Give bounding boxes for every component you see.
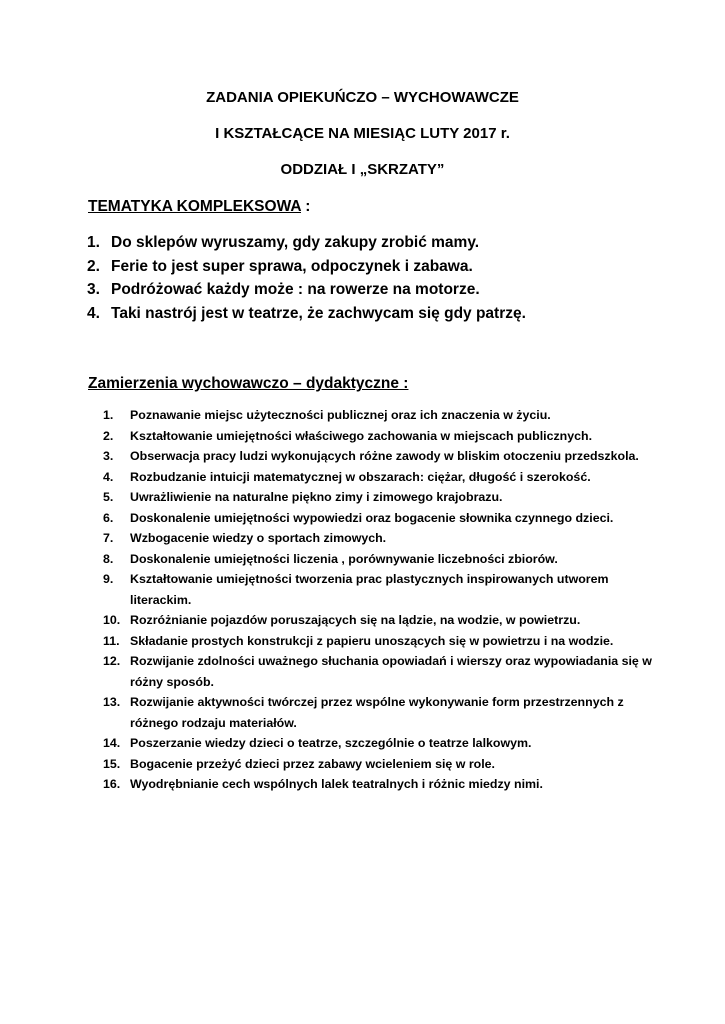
zamierzenia-item-text: Składanie prostych konstrukcji z papieru unoszących się w powietrzu i na wodzie. xyxy=(130,633,614,648)
tematyka-item xyxy=(87,255,687,279)
zamierzenia-item xyxy=(103,446,663,467)
tematyka-heading-text: TEMATYKA KOMPLEKSOWA xyxy=(88,198,301,215)
zamierzenia-item-text: Doskonalenie umiejętności liczenia , porównywanie liczebności zbiorów. xyxy=(130,551,558,566)
tematyka-item-number: 4. xyxy=(87,304,100,322)
zamierzenia-item xyxy=(103,631,663,652)
zamierzenia-item-number: 4. xyxy=(103,469,114,484)
tematyka-item-number: 3. xyxy=(87,281,100,298)
zamierzenia-item xyxy=(103,405,663,426)
zamierzenia-item-text: Rozwijanie zdolności uważnego słuchania opowiadań i wierszy oraz wypowiadania się w różny sposób. xyxy=(130,654,652,689)
zamierzenia-item xyxy=(103,610,663,631)
zamierzenia-heading-text: Zamierzenia wychowawczo – dydaktyczne : xyxy=(88,375,409,392)
zamierzenia-heading xyxy=(88,374,408,394)
tematyka-heading xyxy=(88,197,310,217)
zamierzenia-item xyxy=(103,569,663,610)
zamierzenia-item-number: 13. xyxy=(103,695,121,709)
zamierzenia-item xyxy=(103,426,663,447)
zamierzenia-item-number: 14. xyxy=(103,736,121,750)
zamierzenia-item-text: Poszerzanie wiedzy dzieci o teatrze, szczególnie o teatrze lalkowym. xyxy=(130,736,532,750)
zamierzenia-item-number: 10. xyxy=(103,613,121,627)
tematyka-item xyxy=(87,278,687,302)
zamierzenia-item xyxy=(103,651,663,692)
zamierzenia-item xyxy=(103,549,663,570)
document-title-line-2: I KSZTAŁCĄCE NA MIESIĄC LUTY 2017 r. xyxy=(215,125,510,142)
zamierzenia-item-text: Rozwijanie aktywności twórczej przez wspólne wykonywanie form przestrzennych z różnego rodzaju materiałów. xyxy=(130,695,624,730)
zamierzenia-item-text: Rozbudzanie intuicji matematycznej w obszarach: ciężar, długość i szerokość. xyxy=(130,469,591,484)
zamierzenia-item-number: 3. xyxy=(103,449,114,463)
zamierzenia-item-number: 16. xyxy=(103,777,121,791)
zamierzenia-item-number: 12. xyxy=(103,654,121,668)
tematyka-item xyxy=(87,302,687,326)
tematyka-item-text: Do sklepów wyruszamy, gdy zakupy zrobić mamy. xyxy=(111,234,480,251)
zamierzenia-list xyxy=(103,405,663,795)
zamierzenia-item-text: Uwrażliwienie na naturalne piękno zimy i zimowego krajobrazu. xyxy=(130,490,503,504)
tematyka-item-text: Taki nastrój jest w teatrze, że zachwycam się gdy patrzę. xyxy=(111,304,526,322)
zamierzenia-item-text: Wyodrębnianie cech wspólnych lalek teatralnych i różnic miedzy nimi. xyxy=(130,777,543,791)
tematyka-list xyxy=(87,231,687,325)
zamierzenia-item xyxy=(103,733,663,754)
zamierzenia-item-number: 6. xyxy=(103,510,114,525)
zamierzenia-item-text: Poznawanie miejsc użyteczności publicznej oraz ich znaczenia w życiu. xyxy=(130,408,551,422)
zamierzenia-item-number: 7. xyxy=(103,531,114,545)
document-title-line-3: ODDZIAŁ I „SKRZATY” xyxy=(280,161,445,178)
document-title-line-1: ZADANIA OPIEKUŃCZO – WYCHOWAWCZE xyxy=(206,89,519,106)
tematyka-item xyxy=(87,231,687,255)
zamierzenia-item-text: Wzbogacenie wiedzy o sportach zimowych. xyxy=(130,531,387,545)
zamierzenia-item-number: 11. xyxy=(103,633,120,648)
zamierzenia-item-text: Doskonalenie umiejętności wypowiedzi oraz bogacenie słownika czynnego dzieci. xyxy=(130,510,614,525)
zamierzenia-item xyxy=(103,528,663,549)
zamierzenia-item-text: Rozróżnianie pojazdów poruszających się na lądzie, na wodzie, w powietrzu. xyxy=(130,613,581,627)
tematyka-item-number: 2. xyxy=(87,257,100,275)
zamierzenia-item-number: 5. xyxy=(103,490,114,504)
zamierzenia-item xyxy=(103,467,663,488)
zamierzenia-item xyxy=(103,754,663,775)
zamierzenia-item-number: 1. xyxy=(103,408,114,422)
zamierzenia-item xyxy=(103,774,663,795)
zamierzenia-item-text: Obserwacja pracy ludzi wykonujących różne zawody w bliskim otoczeniu przedszkola. xyxy=(130,449,639,463)
tematyka-heading-suffix: : xyxy=(300,198,311,215)
zamierzenia-item-number: 9. xyxy=(103,572,114,586)
tematyka-item-text: Podróżować każdy może : na rowerze na motorze. xyxy=(111,281,480,298)
zamierzenia-item xyxy=(103,692,663,733)
zamierzenia-item-text: Kształtowanie umiejętności właściwego zachowania w miejscach publicznych. xyxy=(130,428,593,443)
zamierzenia-item-number: 2. xyxy=(103,428,114,443)
zamierzenia-item xyxy=(103,508,663,529)
zamierzenia-item-number: 8. xyxy=(103,551,114,566)
zamierzenia-item-text: Kształtowanie umiejętności tworzenia prac plastycznych inspirowanych utworem literackim. xyxy=(130,572,609,607)
tematyka-item-text: Ferie to jest super sprawa, odpoczynek i zabawa. xyxy=(111,257,473,275)
zamierzenia-item-text: Bogacenie przeżyć dzieci przez zabawy wcieleniem się w role. xyxy=(130,756,495,771)
zamierzenia-item xyxy=(103,487,663,508)
tematyka-item-number: 1. xyxy=(87,234,100,251)
zamierzenia-item-number: 15. xyxy=(103,756,121,771)
